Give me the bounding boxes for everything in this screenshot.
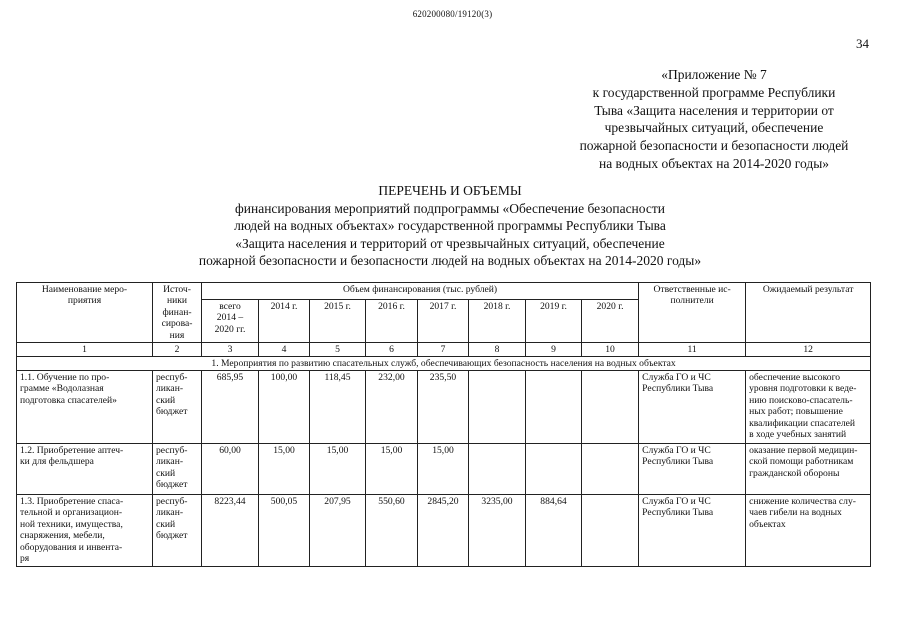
document-title <box>110 182 790 270</box>
title-heading: ПЕРЕЧЕНЬ И ОБЪЕМЫ <box>378 183 522 198</box>
header-total: всего 2014 – 2020 гг. <box>202 299 259 342</box>
row-value: 100,00 <box>259 371 310 444</box>
title-line: «Защита населения и территорий от чрезвычайных ситуаций, обеспечение <box>235 235 665 251</box>
appendix-line: чрезвычайных ситуаций, обеспечение <box>604 120 824 136</box>
header-year: 2018 г. <box>469 299 526 342</box>
header-year: 2014 г. <box>259 299 310 342</box>
appendix-line: на водных объектах на 2014-2020 годы» <box>598 155 830 171</box>
row-result: обеспечение высокого уровня подготовки к веде- нию поисково-спасатель- ных работ; повышение квалификации спасателей в ходе учебных занятий <box>746 371 871 444</box>
page-number: 34 <box>856 36 869 51</box>
row-source: респуб- ликан- ский бюджет <box>153 495 202 567</box>
row-value <box>582 444 639 495</box>
column-number: 10 <box>582 343 639 357</box>
row-total: 60,00 <box>202 444 259 495</box>
header-year: 2020 г. <box>582 299 639 342</box>
title-line: финансирования мероприятий подпрограммы «Обеспечение безопасности <box>235 200 665 216</box>
header-year: 2017 г. <box>418 299 469 342</box>
header-source: Источ- ники финан- сирова- ния <box>153 283 202 343</box>
row-value: 207,95 <box>310 495 366 567</box>
appendix-line: к государственной программе Республики <box>592 84 836 100</box>
column-number: 11 <box>639 343 746 357</box>
row-value: 550,60 <box>366 495 418 567</box>
header-name: Наименование меро- приятия <box>17 283 153 343</box>
appendix-note <box>560 66 868 173</box>
row-value <box>469 444 526 495</box>
row-name: 1.2. Приобретение аптеч- ки для фельдшера <box>17 444 153 495</box>
row-value <box>582 495 639 567</box>
row-value: 3235,00 <box>469 495 526 567</box>
row-total: 685,95 <box>202 371 259 444</box>
column-number-row <box>17 343 871 357</box>
table-row <box>17 444 871 495</box>
financing-table <box>16 282 871 567</box>
row-result: оказание первой медицин- ской помощи работникам гражданской обороны <box>746 444 871 495</box>
row-total: 8223,44 <box>202 495 259 567</box>
column-number: 1 <box>17 343 153 357</box>
header-result: Ожидаемый результат <box>746 283 871 343</box>
column-number: 6 <box>366 343 418 357</box>
row-value: 15,00 <box>418 444 469 495</box>
column-number: 9 <box>526 343 582 357</box>
section-title: 1. Мероприятия по развитию спасательных служб, обеспечивающих безопасность населения на водных объектах <box>17 357 871 371</box>
header-year: 2015 г. <box>310 299 366 342</box>
row-value: 235,50 <box>418 371 469 444</box>
table-row <box>17 495 871 567</box>
header-funding-group: Объем финансирования (тыс. рублей) <box>202 283 639 300</box>
column-number: 3 <box>202 343 259 357</box>
section-row <box>17 357 871 371</box>
appendix-line: «Приложение № 7 <box>661 67 767 82</box>
column-number: 5 <box>310 343 366 357</box>
row-responsible: Служба ГО и ЧС Республики Тыва <box>639 444 746 495</box>
appendix-line: Тыва «Защита населения и территории от <box>594 102 834 118</box>
row-source: респуб- ликан- ский бюджет <box>153 444 202 495</box>
row-value <box>526 371 582 444</box>
column-number: 12 <box>746 343 871 357</box>
document-id: 620200080/19120(3) <box>412 9 493 19</box>
row-value: 118,45 <box>310 371 366 444</box>
header-responsible: Ответственные ис- полнители <box>639 283 746 343</box>
appendix-line: пожарной безопасности и безопасности людей <box>579 138 849 154</box>
column-number: 4 <box>259 343 310 357</box>
row-value: 2845,20 <box>418 495 469 567</box>
row-value: 15,00 <box>366 444 418 495</box>
column-number: 2 <box>153 343 202 357</box>
table-row <box>17 371 871 444</box>
row-source: респуб- ликан- ский бюджет <box>153 371 202 444</box>
header-year: 2016 г. <box>366 299 418 342</box>
row-value: 232,00 <box>366 371 418 444</box>
row-name: 1.3. Приобретение спаса- тельной и организацион- ной техники, имущества, снаряжения, мебели, оборудования и инвента- ря <box>17 495 153 567</box>
row-result: снижение количества слу- чаев гибели на водных объектах <box>746 495 871 567</box>
row-value <box>582 371 639 444</box>
row-responsible: Служба ГО и ЧС Республики Тыва <box>639 371 746 444</box>
row-name: 1.1. Обучение по про- грамме «Водолазная подготовка спасателей» <box>17 371 153 444</box>
title-line: людей на водных объектах» государственной программы Республики Тыва <box>234 218 666 234</box>
row-responsible: Служба ГО и ЧС Республики Тыва <box>639 495 746 567</box>
row-value <box>469 371 526 444</box>
header-year: 2019 г. <box>526 299 582 342</box>
row-value <box>526 444 582 495</box>
row-value: 15,00 <box>259 444 310 495</box>
column-number: 7 <box>418 343 469 357</box>
row-value: 15,00 <box>310 444 366 495</box>
row-value: 884,64 <box>526 495 582 567</box>
column-number: 8 <box>469 343 526 357</box>
row-value: 500,05 <box>259 495 310 567</box>
title-line: пожарной безопасности и безопасности людей на водных объектах на 2014-2020 годы» <box>198 253 702 269</box>
